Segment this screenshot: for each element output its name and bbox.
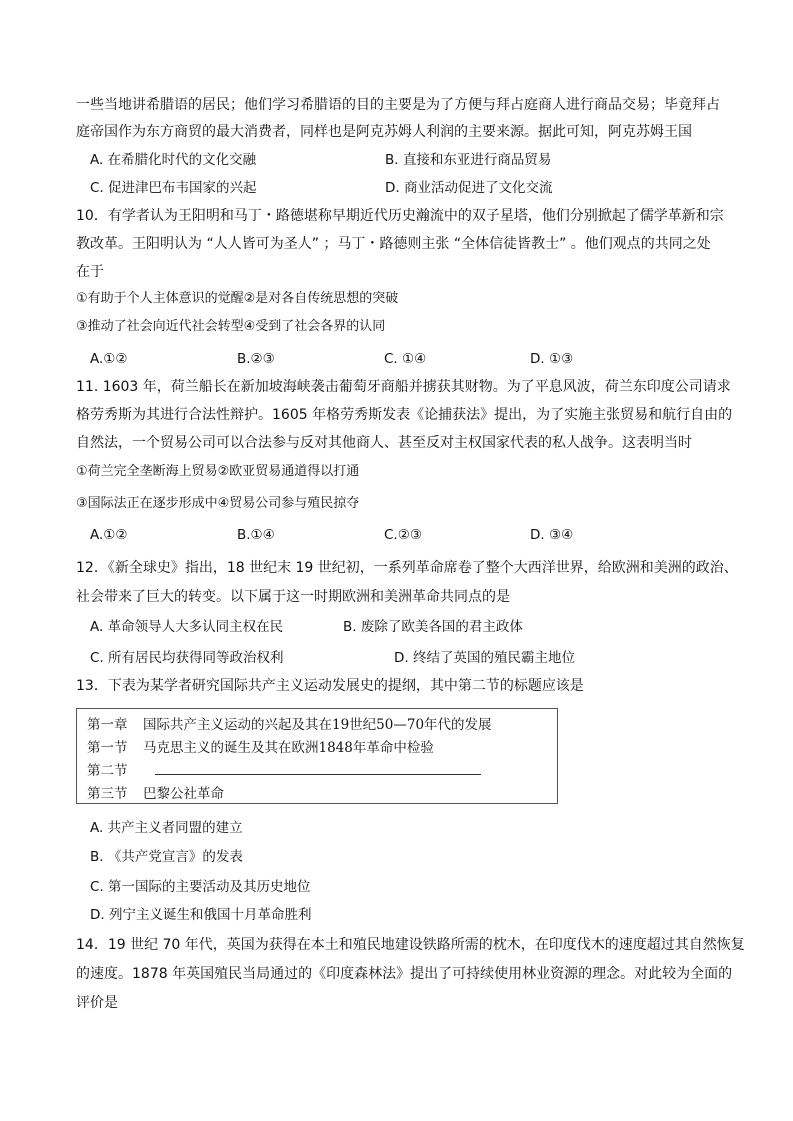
q12-option-c[interactable]: C. 所有居民均获得同等政治权利	[90, 650, 284, 666]
q10-stem-line-3: 在于	[76, 264, 104, 280]
q10-option-d[interactable]: D. ①③	[530, 351, 574, 367]
q10-statements-2: ③推动了社会向近代社会转型④受到了社会各界的认同	[76, 319, 386, 334]
q13-table-row-2	[87, 736, 434, 756]
q10-option-c[interactable]: C. ①④	[384, 351, 427, 367]
q11-option-c[interactable]: C.②③	[384, 527, 422, 543]
q12-option-d[interactable]: D. 终结了英国的殖民霸主地位	[394, 650, 575, 666]
q11-stem-line-3: 自然法，一个贸易公司可以合法参与反对其他商人、甚至反对主权国家代表的私人战争。这表明当时	[76, 435, 692, 451]
q13-outline-table	[76, 708, 558, 804]
q9-option-d[interactable]: D. 商业活动促进了文化交流	[385, 180, 553, 196]
q13-table-row-1	[87, 713, 492, 733]
q13-option-d[interactable]: D. 列宁主义诞生和俄国十月革命胜利	[90, 907, 312, 923]
q14-stem-line-3: 评价是	[76, 995, 118, 1011]
q10-option-a[interactable]: A.①②	[90, 351, 128, 367]
q13-table-text: 马克思主义的诞生及其在欧洲1848年革命中检验	[143, 740, 434, 756]
q14-stem-line-1: 14．19 世纪 70 年代，英国为获得在本土和殖民地建设铁路所需的枕木，在印度伐木的速度超过其自然恢复	[76, 937, 745, 953]
q10-stem-line-2: 教改革。王阳明认为 “人人皆可为圣人” ；马丁・路德则主张 “全体信徒皆教士” 。他们观点的共同之处	[76, 236, 711, 252]
q10-option-b[interactable]: B.②③	[237, 351, 275, 367]
q10-statements-1: ①有助于个人主体意识的觉醒②是对各自传统思想的突破	[76, 291, 399, 306]
q13-table-label: 第一章	[87, 717, 128, 733]
q10-stem-line-1: 10．有学者认为王阳明和马丁・路德堪称早期近代历史瀚流中的双子星塔，他们分别掀起了儒学革新和宗	[76, 208, 724, 224]
q11-statements-1: ①荷兰完全垄断海上贸易②欧亚贸易通道得以打通	[76, 464, 360, 479]
q13-table-label: 第二节	[87, 763, 128, 779]
q13-table-row-3	[87, 759, 143, 779]
q9-option-c[interactable]: C. 促进津巴布韦国家的兴起	[90, 180, 257, 196]
q13-table-label: 第一节	[87, 740, 128, 756]
q12-stem-line-2: 社会带来了巨大的转变。以下属于这一时期欧洲和美洲革命共同点的是	[76, 589, 510, 605]
q13-stem-line-1: 13．下表为某学者研究国际共产主义运动发展史的提纲，其中第二节的标题应该是	[76, 678, 584, 694]
q13-option-c[interactable]: C. 第一国际的主要活动及其历史地位	[90, 879, 311, 895]
q13-option-a[interactable]: A. 共产主义者同盟的建立	[90, 820, 243, 836]
q11-stem-line-1: 11. 1603 年，荷兰船长在新加坡海峡袭击葡萄牙商船并掳获其财物。为了平息风波，荷兰东印度公司请求	[76, 379, 731, 395]
q11-option-d[interactable]: D. ③④	[530, 527, 574, 543]
q9-option-a[interactable]: A. 在希腊化时代的文化交融	[90, 152, 257, 168]
q14-stem-line-2: 的速度。1878 年英国殖民当局通过的《印度森林法》提出了可持续使用林业资源的理念。对此较为全面的	[76, 966, 733, 982]
q9-stem-line-1: 一些当地讲希腊语的居民；他们学习希腊语的目的主要是为了方便与拜占庭商人进行商品交易；毕竟拜占	[76, 97, 720, 113]
q13-table-row-4	[87, 782, 224, 802]
q13-table-text: 巴黎公社革命	[143, 786, 224, 802]
q13-option-b[interactable]: B. 《共产党宣言》的发表	[90, 849, 243, 865]
q11-stem-line-2: 格劳秀斯为其进行合法性辩护。1605 年格劳秀斯发表《论捕获法》提出，为了实施主张贸易和航行自由的	[76, 407, 733, 423]
q12-option-a[interactable]: A. 革命领导人大多认同主权在民	[90, 619, 284, 635]
q13-table-text: 国际共产主义运动的兴起及其在19世纪50—70年代的发展	[143, 717, 492, 733]
q9-option-b[interactable]: B. 直接和东亚进行商品贸易	[385, 152, 552, 168]
q12-stem-line-1: 12．《新全球史》指出，18 世纪末 19 世纪初，一系列革命席卷了整个大西洋世界，给欧洲和美洲的政治、	[76, 560, 738, 576]
q11-statements-2: ③国际法正在逐步形成中④贸易公司参与殖民掠夺	[76, 496, 360, 511]
q12-option-b[interactable]: B. 废除了欧美各国的君主政体	[343, 619, 523, 635]
q11-option-a[interactable]: A.①②	[90, 527, 128, 543]
q11-option-b[interactable]: B.①④	[237, 527, 275, 543]
q9-stem-line-2: 庭帝国作为东方商贸的最大消费者，同样也是阿克苏姆人利润的主要来源。据此可知，阿克苏姆王国	[76, 124, 692, 140]
q13-table-blank-line	[155, 773, 481, 775]
q13-table-label: 第三节	[87, 786, 128, 802]
